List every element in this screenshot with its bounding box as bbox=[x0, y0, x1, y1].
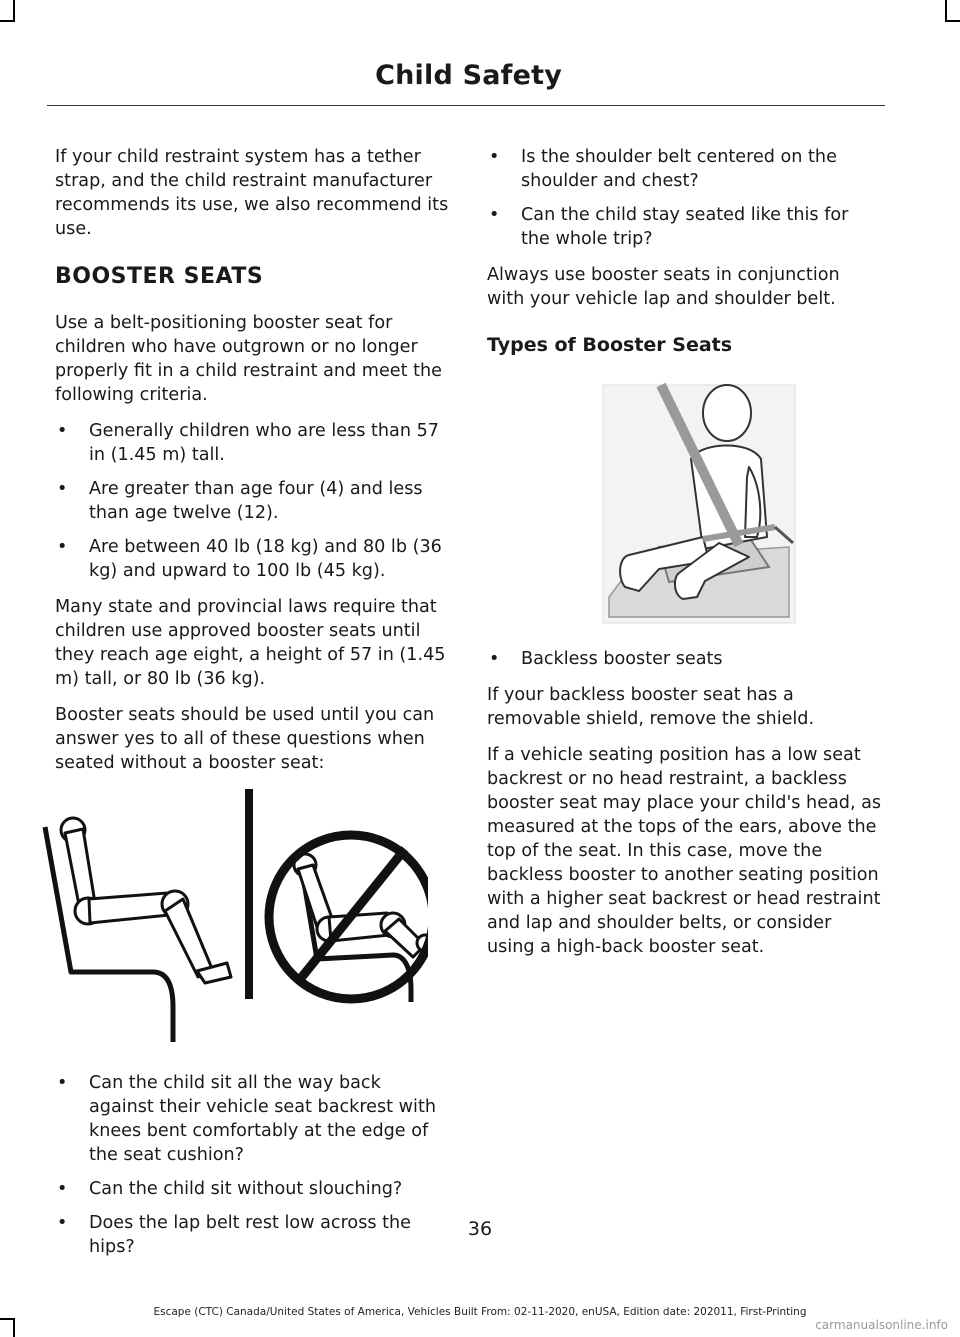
document-info: Escape (CTC) Canada/United States of America, Vehicles Built From: 02-11-2020, enUSA, Edition date: 202011, First-Printing bbox=[153, 1306, 807, 1318]
booster-types-list bbox=[487, 647, 882, 671]
watermark: carmanualsonline.info bbox=[815, 1318, 948, 1332]
questions-list-continued bbox=[487, 145, 882, 251]
right-column bbox=[487, 145, 882, 971]
figure-divider bbox=[245, 789, 253, 999]
seating-posture-illustration bbox=[33, 787, 428, 1049]
list-item: • Are greater than age four (4) and less than age twelve (12). bbox=[55, 477, 450, 525]
crop-mark bbox=[0, 20, 15, 22]
left-column bbox=[55, 145, 450, 1271]
subsection-heading: Types of Booster Seats bbox=[487, 334, 733, 356]
questions-intro: Booster seats should be used until you can answer yes to all of these questions when seated without a booster seat: bbox=[55, 705, 435, 773]
crop-mark bbox=[13, 0, 15, 22]
list-item: • Does the lap belt rest low across the hips? bbox=[55, 1211, 450, 1259]
shield-paragraph: If your backless booster seat has a removable shield, remove the shield. bbox=[487, 685, 815, 729]
always-paragraph: Always use booster seats in conjunction with your vehicle lap and shoulder belt. bbox=[487, 265, 840, 309]
page-title: Child Safety bbox=[375, 60, 562, 91]
criteria-list bbox=[55, 419, 450, 583]
crop-mark bbox=[945, 0, 947, 22]
page-number: 36 bbox=[467, 1218, 493, 1240]
list-item: • Generally children who are less than 57 in (1.45 m) tall. bbox=[55, 419, 450, 467]
crop-mark bbox=[945, 20, 960, 22]
list-item: • Can the child sit without slouching? bbox=[55, 1177, 450, 1201]
backless-booster-illustration bbox=[599, 377, 799, 627]
correct-posture-figure bbox=[45, 818, 231, 1042]
tether-paragraph: If your child restraint system has a tether strap, and the child restraint manufacturer recommends its use, we also recommend its use. bbox=[55, 147, 449, 239]
crop-mark bbox=[0, 1318, 15, 1320]
list-item: • Can the child sit all the way back against their vehicle seat backrest with knees bent comfortably at the edge of the seat cushion? bbox=[55, 1071, 450, 1167]
list-item: • Backless booster seats bbox=[487, 647, 882, 671]
list-item: • Can the child stay seated like this for the whole trip? bbox=[487, 203, 882, 251]
section-heading: BOOSTER SEATS bbox=[55, 264, 264, 289]
crop-mark bbox=[13, 1318, 15, 1337]
criteria-intro: Use a belt-positioning booster seat for children who have outgrown or no longer properly fit in a child restraint and meet the following criteria. bbox=[55, 313, 442, 405]
laws-paragraph: Many state and provincial laws require that children use approved booster seats until they reach age eight, a height of 57 in (1.45 m) tall, or 80 lb (36 kg). bbox=[55, 597, 446, 689]
list-item: • Is the shoulder belt centered on the shoulder and chest? bbox=[487, 145, 882, 193]
header-divider bbox=[47, 105, 885, 106]
low-seat-paragraph: If a vehicle seating position has a low seat backrest or no head restraint, a backless booster seat may place your child's head, as measured at the tops of the ears, above the top of the seat. In this case, move the backless booster to another seating position with a higher seat backrest or head restraint and lap and shoulder belts, or consider using a high-back booster seat. bbox=[487, 745, 882, 957]
list-item: • Are between 40 lb (18 kg) and 80 lb (36 kg) and upward to 100 lb (45 kg). bbox=[55, 535, 450, 583]
